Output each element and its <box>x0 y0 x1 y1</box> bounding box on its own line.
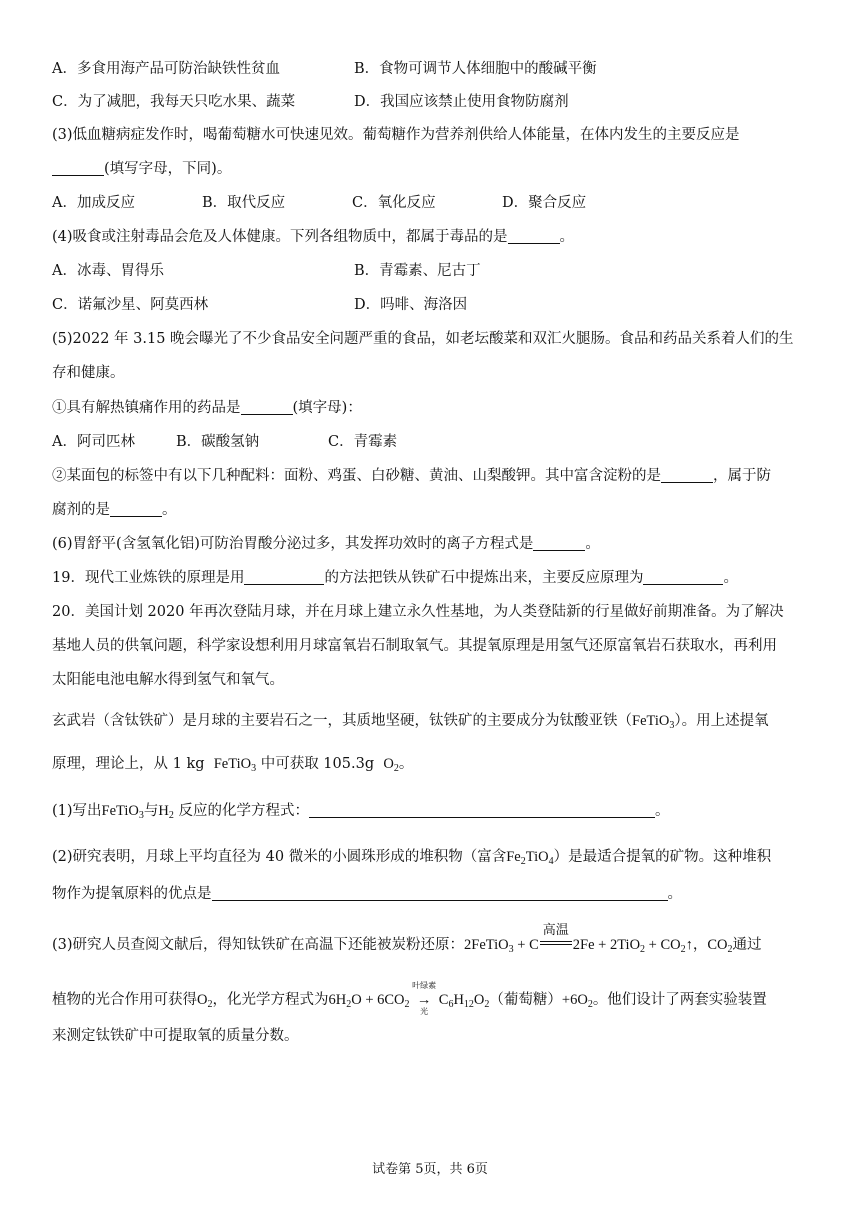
answer-blank[interactable] <box>110 500 162 517</box>
option-a: A．阿司匹林 <box>52 434 135 450</box>
option-c: C．诺氟沙星、阿莫西林 <box>52 297 209 313</box>
question-20-sub3-line3: 来测定钛铁矿中可提取氧的质量分数。 <box>52 1028 299 1044</box>
option-a: A．冰毒、胃得乐 <box>52 263 164 279</box>
option-a: A．加成反应 <box>52 195 135 211</box>
option-d: D．聚合反应 <box>502 195 587 211</box>
q18-part6: (6)胃舒平(含氢氧化铝)可防治胃酸分泌过多，其发挥功效时的离子方程式是 。 <box>52 536 600 552</box>
equation-carbon-reduction: 2FeTiO$_3$ + C 高温 $2Fe + 2TiO_2 + CO_2↑$ <box>464 922 693 955</box>
option-b: B．碳酸氢钠 <box>176 434 260 450</box>
question-20-sub1: (1)写出FeTiO$_3$与$H_2$ 反应的化学方程式： 。 <box>52 803 670 821</box>
option-c: C．氧化反应 <box>352 195 436 211</box>
q18-part5-sub2-line2: 腐剂的是 。 <box>52 502 177 518</box>
option-b: B．取代反应 <box>202 195 286 211</box>
q18-part5-line1: (5)2022 年 3.15 晚会曝光了不少食品安全问题严重的食品，如老坛酸菜和双汇火腿肠。食品和药品关系着人们的生 <box>52 331 794 347</box>
page-footer: 试卷第 5页，共 6页 <box>372 1162 488 1177</box>
answer-blank[interactable] <box>661 466 713 483</box>
answer-blank[interactable] <box>643 568 723 585</box>
question-20-line1: 20．美国计划 2020 年再次登陆月球，并在月球上建立永久性基地，为人类登陆新的行星做好前期准备。为了解决 <box>52 604 784 620</box>
q18-part5-sub1: ①具有解热镇痛作用的药品是 (填字母)： <box>52 400 362 416</box>
answer-blank[interactable] <box>533 534 585 551</box>
answer-blank[interactable] <box>212 884 668 901</box>
formula-fetio3: FeTiO$_3$ <box>632 713 675 731</box>
answer-blank[interactable] <box>244 568 324 585</box>
question-20-sub3-line2: 植物的光合作用可获得$O_2$，化光学方程式为$6H_2O + 6CO_2$ 叶绿素 → 光 $C_6H_{12}O_2$（葡萄糖）$+6O_2$。他们设计了两套实验装置 <box>52 981 767 1016</box>
question-20-line2: 基地人员的供氧问题，科学家设想利用月球富氧岩石制取氧气。其提氧原理是用氢气还原富氧岩石获取水，再利用 <box>52 638 777 654</box>
question-20-line3: 太阳能电池电解水得到氢气和氧气。 <box>52 672 284 688</box>
question-19: 19．现代工业炼铁的原理是用 的方法把铁从铁矿石中提炼出来，主要反应原理为 。 <box>52 570 738 586</box>
option-d: D．吗啡、海洛因 <box>354 297 468 313</box>
question-20-sub3: (3)研究人员查阅文献后，得知钛铁矿在高温下还能被炭粉还原：2FeTiO$_3$ + C 高温 $2Fe + 2TiO_2 + CO_2↑$，$CO_2$通过 <box>52 922 762 955</box>
formula-fetio3: FeTiO$_3$ <box>213 756 257 774</box>
answer-blank[interactable] <box>241 398 293 415</box>
equation-photosynthesis: $6H_2O + 6CO_2$ 叶绿素 → 光 $C_6H_{12}O_2$ <box>328 981 490 1016</box>
question-20-para2: 玄武岩（含钛铁矿）是月球的主要岩石之一，其质地坚硬，钛铁矿的主要成分为钛酸亚铁（FeTiO$_3$）。用上述提氧 <box>52 713 769 731</box>
q18-part3-line2: (填写字母，下同)。 <box>52 158 820 180</box>
q18-part5-line2: 存和健康。 <box>52 365 125 381</box>
answer-blank[interactable] <box>508 227 560 244</box>
formula-o2: $O_2$ <box>383 756 399 774</box>
option-b: B．食物可调节人体细胞中的酸碱平衡 <box>354 61 597 77</box>
answer-blank[interactable] <box>52 159 104 176</box>
question-20-sub2: (2)研究表明，月球上平均直径为 40 微米的小圆珠形成的堆积物（富含$Fe_2TiO_4$）是最适合提氧的矿物。这种堆积 <box>52 849 772 867</box>
q18-part4-stem: (4)吸食或注射毒品会危及人体健康。下列各组物质中，都属于毒品的是 。 <box>52 229 575 245</box>
option-a: A．多食用海产品可防治缺铁性贫血 <box>52 61 280 77</box>
question-20-sub2-line2: 物作为提氧原料的优点是 。 <box>52 886 682 902</box>
answer-blank[interactable] <box>309 801 655 818</box>
q18-part5-sub2: ②某面包的标签中有以下几种配料：面粉、鸡蛋、白砂糖、黄油、山梨酸钾。其中富含淀粉的是 ，属于防 <box>52 468 771 484</box>
option-d: D．我国应该禁止使用食物防腐剂 <box>354 94 569 110</box>
option-c: C．为了减肥，我每天只吃水果、蔬菜 <box>52 94 296 110</box>
question-20-para3: 原理，理论上，从 1 kg FeTiO$_3$ 中可获取 105.3g $O_2$。 <box>52 756 414 774</box>
option-c: C．青霉素 <box>328 434 398 450</box>
q18-part3-line1: (3)低血糖病症发作时，喝葡萄糖水可快速见效。葡萄糖作为营养剂供给人体能量，在体内发生的主要反应是 <box>52 127 740 143</box>
option-b: B．青霉素、尼古丁 <box>354 263 481 279</box>
